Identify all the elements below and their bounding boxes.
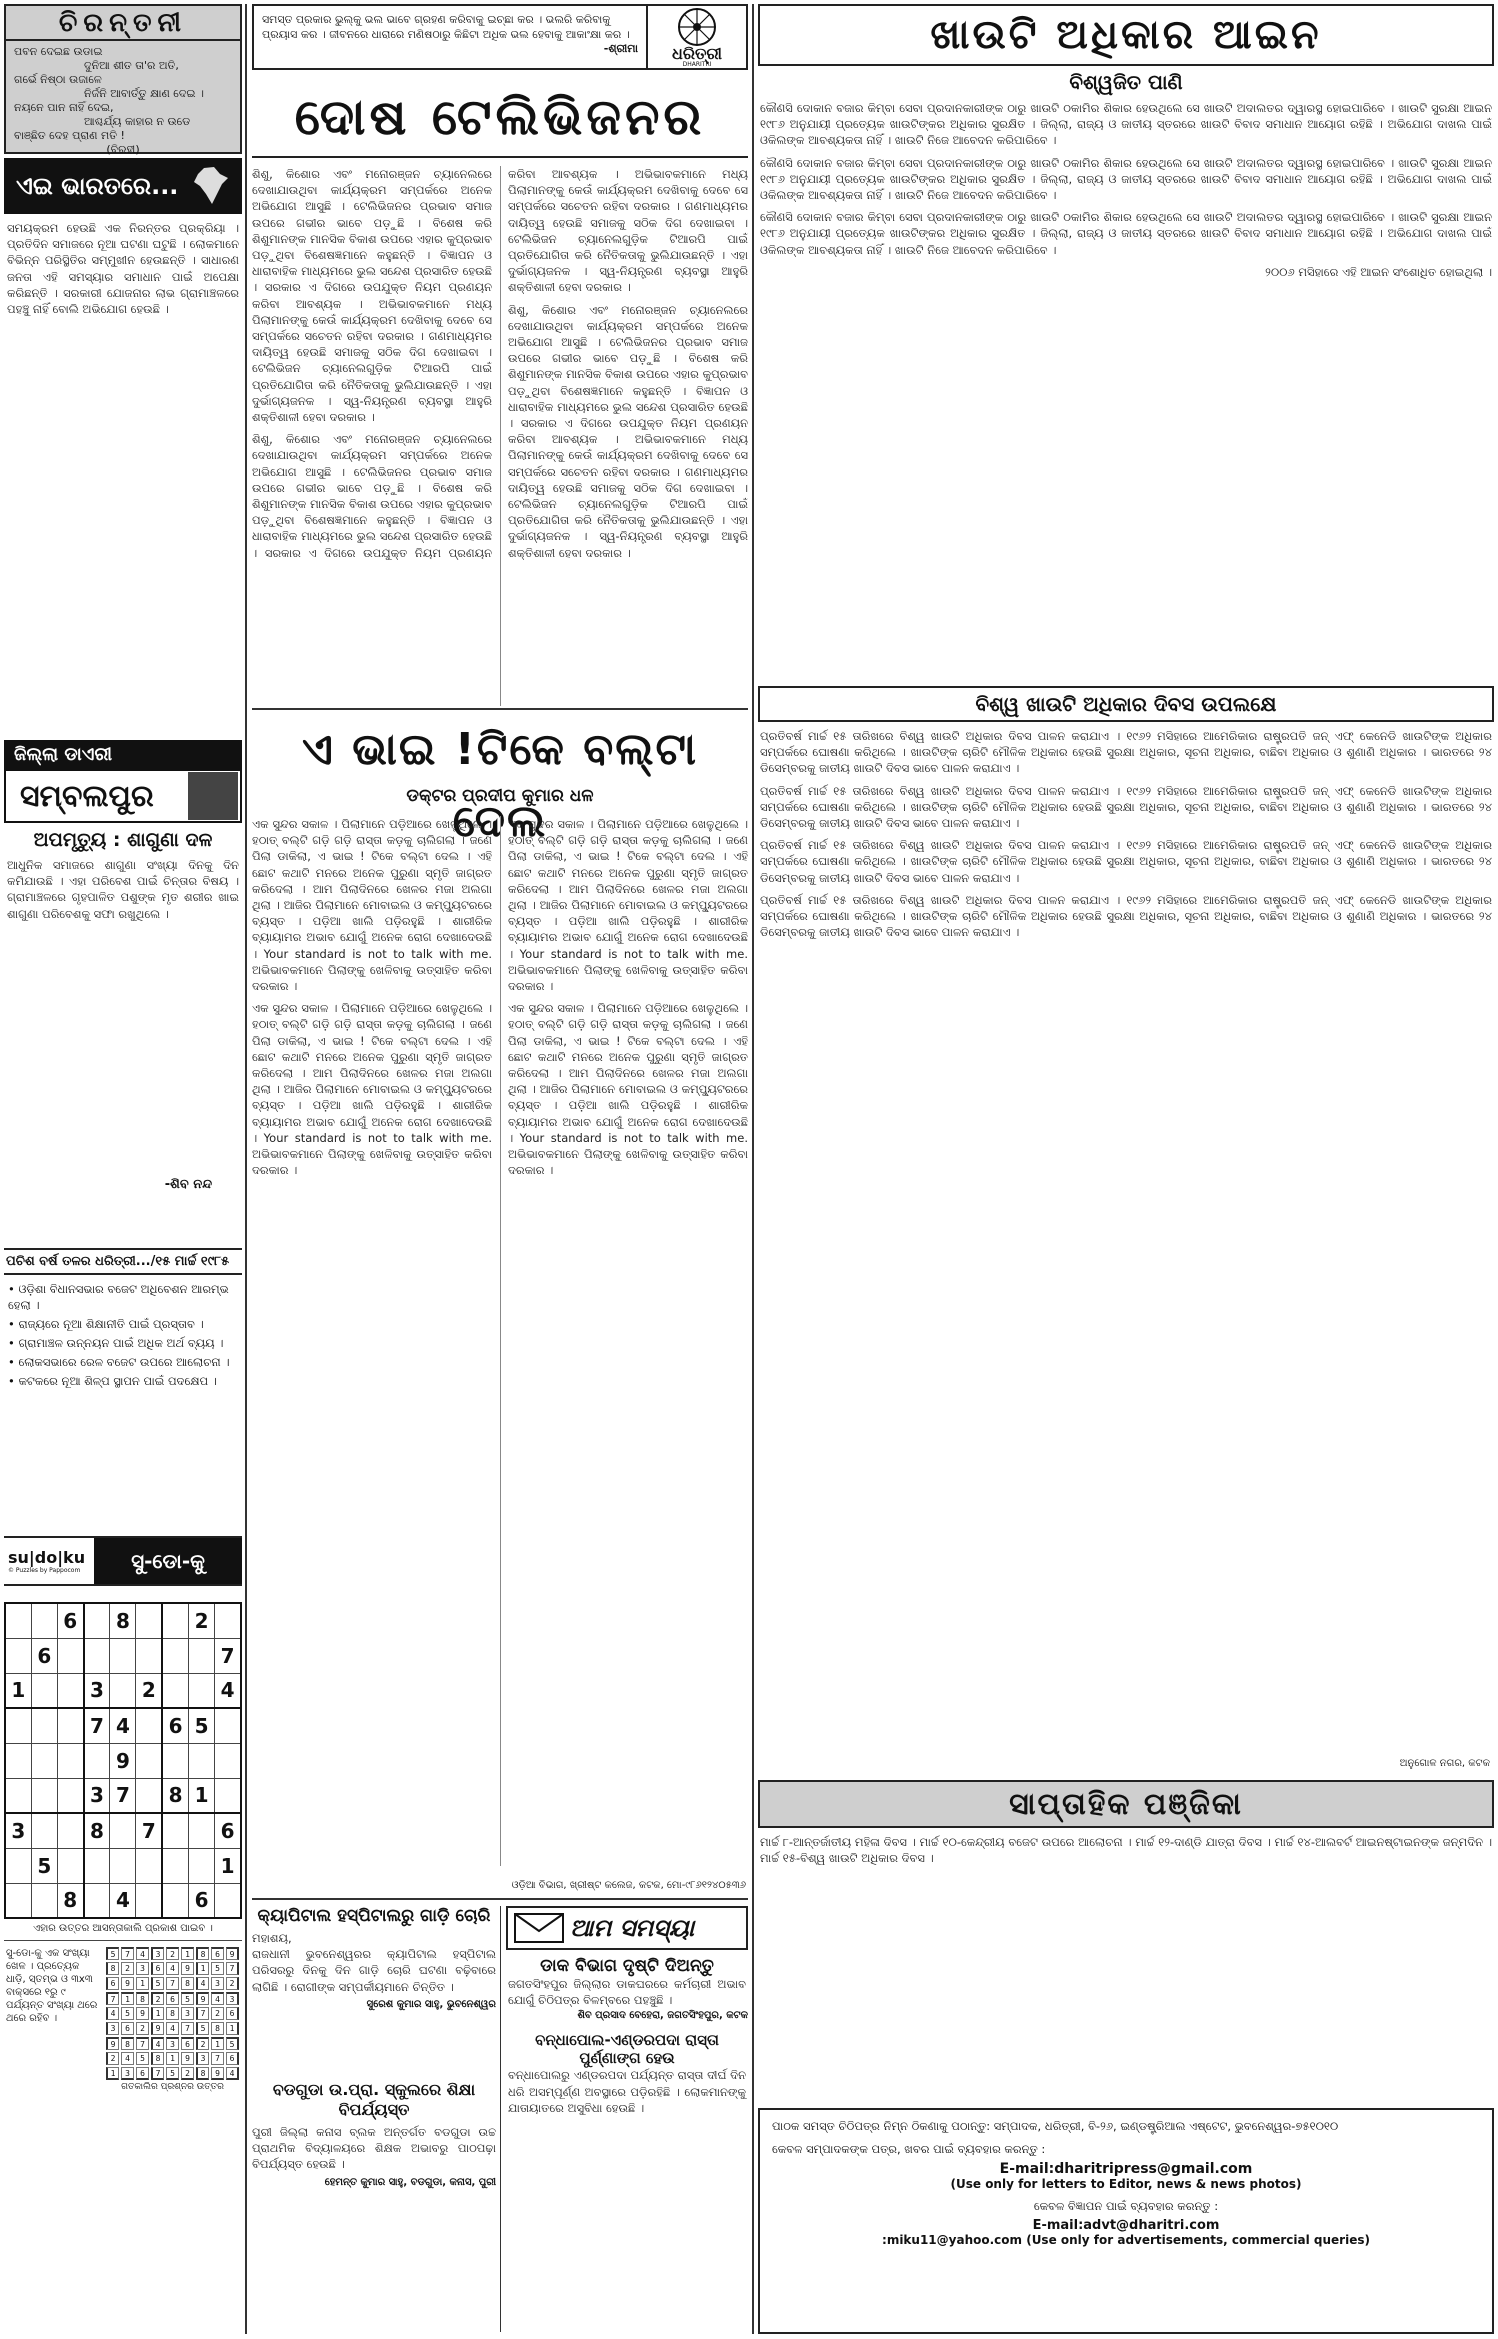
sudoku-cell[interactable] (162, 1743, 188, 1778)
vishwa-body (760, 728, 1492, 1748)
sudoku-cell[interactable] (84, 1848, 110, 1883)
sudoku-cell[interactable]: 1 (5, 1673, 31, 1708)
sudoku-cell[interactable] (57, 1848, 83, 1883)
sudoku-cell[interactable] (189, 1673, 215, 1708)
sudoku-cell[interactable] (162, 1673, 188, 1708)
ei-bharatare-title: ଏଇ ଭାରତରେ... (16, 172, 179, 200)
chirantani-title: ଚିରନ୍ତନୀ (6, 6, 240, 41)
solution-cell: 5 (181, 1992, 194, 2005)
sudoku-cell[interactable] (5, 1708, 31, 1743)
solution-cell: 1 (106, 2067, 119, 2080)
solution-cell: 3 (136, 1962, 149, 1975)
ei-bharatare-header (4, 158, 242, 214)
sudoku-cell[interactable] (57, 1638, 83, 1673)
ama-samasya-header (506, 1906, 748, 1950)
sudoku-caption: ଏହାର ଉତ୍ତର ଆସନ୍ତାକାଲି ପ୍ରକାଶ ପାଇବ । (33, 1923, 213, 1934)
khauti-date-line: ୨୦୦୬ ମସିହାରେ ଏହି ଆଇନ ସଂଶୋଧିତ ହୋଇଥିଲା । (1265, 264, 1492, 279)
sudoku-cell[interactable] (136, 1708, 162, 1743)
solution-cell: 3 (211, 1977, 224, 1990)
solution-cell: 5 (196, 2022, 209, 2035)
sudoku-cell[interactable] (162, 1813, 188, 1848)
zilla-diary-text: ଆଧୁନିକ ସମାଜରେ ଶାଗୁଣା ସଂଖ୍ୟା ଦିନକୁ ଦିନ କମିଯାଉଛି । ଏହା ପରିବେଶ ପାଇଁ ଚିନ୍ତାର ବିଷୟ । ଗ୍ରାମାଞ୍ଚଳରେ ଗୃହପାଳିତ ପଶୁଙ୍କ ମୃତ ଶରୀର ଖାଇ ଶାଗୁଣା ପରିବେଶକୁ ସଫା ରଖୁଥିଲେ । (7, 858, 239, 921)
solution-cell: 5 (106, 1947, 119, 1960)
editorial-body (252, 166, 748, 706)
solution-cell: 5 (226, 2037, 239, 2050)
sudoku-cell[interactable]: 7 (215, 1638, 241, 1673)
article-text-more: ଏକ ସୁନ୍ଦର ସକାଳ । ପିଲାମାନେ ପଡ଼ିଆରେ ଖେଳୁଥିଲେ । ହଠାତ୍ ବଲ୍‌ଟି ଗଡ଼ି ଗଡ଼ି ରାସ୍ତା କଡ଼କୁ ଚାଲିଗଲା । ଜଣେ ପିଲା ଡାକିଲା, ଏ ଭାଇ ! ଟିକେ ବଲ୍‌ଟା ଦେଲ । ଏହି ଛୋଟ କଥାଟି ମନରେ ଅନେକ ପୁରୁଣା ସ୍ମୃତି ଜାଗ୍ରତ କରିଦେଲା । ଆମ ପିଲାଦିନରେ ଖେଳର ମଜା ଅଲଗା ଥିଲା । ଆଜିର ପିଲାମାନେ ମୋବାଇଲ ଓ କମ୍ପ୍ୟୁଟରରେ ବ୍ୟସ୍ତ । ପଡ଼ିଆ ଖାଲି ପଡ଼ିରହୁଛି । ଶାରୀରିକ ବ୍ୟାୟାମର ଅଭାବ ଯୋଗୁଁ ଅନେକ ରୋଗ ଦେଖାଦେଉଛି । Your standard is not to talk with me. ଅଭିଭାବକମାନେ ପିଲାଙ୍କୁ ଖେଳିବାକୁ ଉତ୍ସାହିତ କରିବା ଦରକାର । (508, 817, 748, 994)
sudoku-cell[interactable] (136, 1743, 162, 1778)
sudoku-cell[interactable]: 9 (110, 1743, 136, 1778)
chirantani-poem (6, 41, 240, 175)
solution-cell: 6 (151, 1962, 164, 1975)
solution-cell: 4 (166, 1962, 179, 1975)
badaguda-headline: ବଡଗୁଡା ଉ.ପ୍ରା. ସ୍କୁଲରେ ଶିକ୍ଷା ବିପର୍ଯ୍ୟସ୍ତ (272, 2080, 476, 2119)
sudoku-cell[interactable]: 3 (5, 1813, 31, 1848)
solution-cell: 1 (151, 2007, 164, 2020)
solution-cell: 5 (121, 2007, 134, 2020)
zilla-diary-district-bar (4, 769, 242, 823)
khauti-text-cont: କୌଣସି ଦୋକାନ ବଜାର କିମ୍ବା ସେବା ପ୍ରଦାନକାରୀଙ୍କ ଠାରୁ ଖାଉଟି ଠକାମିର ଶିକାର ହେଉଥିଲେ ସେ ଖାଉଟି ଅଦାଲତର ଦ୍ୱାରସ୍ଥ ହୋଇପାରିବେ । ଖାଉଟି ସୁରକ୍ଷା ଆଇନ ୧୯୮୬ ଅନୁଯାୟୀ ପ୍ରତ୍ୟେକ ଖାଉଟିଙ୍କର ଅଧିକାର ସୁରକ୍ଷିତ । ଜିଲ୍ଲା, ରାଜ୍ୟ ଓ ଜାତୀୟ ସ୍ତରରେ ଖାଉଟି ବିବାଦ ସମାଧାନ ଆୟୋଗ ରହିଛି । ଅଭିଯୋଗ ଦାଖଲ ପାଇଁ ଓକିଲଙ୍କ ଆବଶ୍ୟକତା ନାହିଁ । ଖାଉଟି ନିଜେ ଆବେଦନ କରିପାରିବେ । (760, 155, 1492, 203)
solution-cell: 7 (121, 1947, 134, 1960)
solution-cell: 1 (136, 1977, 149, 1990)
sudoku-cell[interactable]: 8 (57, 1883, 83, 1918)
sudoku-cell[interactable] (162, 1603, 188, 1638)
poem-source: (ବିରହୀ) (106, 143, 140, 156)
solution-cell: 7 (136, 2037, 149, 2050)
solution-cell: 4 (166, 2022, 179, 2035)
sudoku-cell[interactable]: 4 (215, 1673, 241, 1708)
poem-line: ଆଶ୍ଚର୍ଯ୍ୟ କାହାର ନ ଉଡେ (84, 115, 191, 128)
sudoku-cell[interactable] (136, 1638, 162, 1673)
pachisha-item: • ରାଜ୍ୟରେ ନୂଆ ଶିକ୍ଷାନୀତି ପାଇଁ ପ୍ରସ୍ତାବ । (8, 1317, 204, 1331)
solution-cell: 2 (166, 1947, 179, 1960)
sudoku-cell[interactable] (31, 1673, 57, 1708)
sudoku-cell[interactable]: 2 (189, 1603, 215, 1638)
article-text: ଏକ ସୁନ୍ଦର ସକାଳ । ପିଲାମାନେ ପଡ଼ିଆରେ ଖେଳୁଥିଲେ । ହଠାତ୍ ବଲ୍‌ଟି ଗଡ଼ି ଗଡ଼ି ରାସ୍ତା କଡ଼କୁ ଚାଲିଗଲା । ଜଣେ ପିଲା ଡାକିଲା, ଏ ଭାଇ ! ଟିକେ ବଲ୍‌ଟା ଦେଲ । ଏହି ଛୋଟ କଥାଟି ମନରେ ଅନେକ ପୁରୁଣା ସ୍ମୃତି ଜାଗ୍ରତ କରିଦେଲା । ଆମ ପିଲାଦିନରେ ଖେଳର ମଜା ଅଲଗା ଥିଲା । ଆଜିର ପିଲାମାନେ ମୋବାଇଲ ଓ କମ୍ପ୍ୟୁଟରରେ ବ୍ୟସ୍ତ । ପଡ଼ିଆ ଖାଲି ପଡ଼ିରହୁଛି । ଶାରୀରିକ ବ୍ୟାୟାମର ଅଭାବ ଯୋଗୁଁ ଅନେକ ରୋଗ ଦେଖାଦେଉଛି । Your standard is not to talk with me. ଅଭିଭାବକମାନେ ପିଲାଙ୍କୁ ଖେଳିବାକୁ ଉତ୍ସାହିତ କରିବା ଦରକାର । (252, 817, 492, 994)
article-body (252, 816, 748, 1866)
solution-cell: 2 (151, 1992, 164, 2005)
pachisha-list (4, 1275, 242, 1398)
solution-cell: 4 (226, 2067, 239, 2080)
pachisha-section (4, 1248, 242, 1528)
sudoku-cell[interactable]: 3 (84, 1778, 110, 1813)
sudoku-grid[interactable] (4, 1602, 242, 1919)
editorial-text: ଶିଶୁ, କିଶୋର ଏବଂ ମନୋରଞ୍ଜନ ଚ୍ୟାନେଲରେ ଦେଖାଯାଉଥିବା କାର୍ଯ୍ୟକ୍ରମ ସମ୍ପର୍କରେ ଅନେକ ଅଭିଯୋଗ ଆସୁଛି । ଟେଲିଭିଜନର ପ୍ରଭାବ ସମାଜ ଉପରେ ଗଭୀର ଭାବେ ପଡ଼ୁଛି । ବିଶେଷ କରି ଶିଶୁମାନଙ୍କ ମାନସିକ ବିକାଶ ଉପରେ ଏହାର କୁପ୍ରଭାବ ପଡ଼ୁଥିବା ବିଶେଷଜ୍ଞମାନେ କହୁଛନ୍ତି । ବିଜ୍ଞାପନ ଓ ଧାରାବାହିକ ମାଧ୍ୟମରେ ଭୁଲ ସନ୍ଦେଶ ପ୍ରସାରିତ ହେଉଛି । ସରକାର ଏ ଦିଗରେ ଉପଯୁକ୍ତ ନିୟମ ପ୍ରଣୟନ କରିବା ଆବଶ୍ୟକ । ଅଭିଭାବକମାନେ ମଧ୍ୟ ପିଲାମାନଙ୍କୁ କେଉଁ କାର୍ଯ୍ୟକ୍ରମ ଦେଖିବାକୁ ଦେବେ ସେ ସମ୍ପର୍କରେ ସଚେତନ ରହିବା ଦରକାର । ଗଣମାଧ୍ୟମର ଦାୟିତ୍ୱ ହେଉଛି ସମାଜକୁ ସଠିକ ଦିଗ ଦେଖାଇବା । ଟେଲିଭିଜନ ଚ୍ୟାନେଲଗୁଡ଼ିକ ଟିଆରପି ପାଇଁ ପ୍ରତିଯୋଗିତା କରି ନୈତିକତାକୁ ଭୁଲିଯାଉଛନ୍ତି । ଏହା ଦୁର୍ଭାଗ୍ୟଜନକ । ସ୍ୱ-ନିୟନ୍ତ୍ରଣ ବ୍ୟବସ୍ଥା ଆହୁରି ଶକ୍ତିଶାଳୀ ହେବା ଦରକାର । (252, 167, 492, 425)
solution-cell: 9 (151, 2022, 164, 2035)
sudoku-cell[interactable] (215, 1883, 241, 1918)
solution-cell: 5 (151, 1977, 164, 1990)
sudoku-cell[interactable] (215, 1603, 241, 1638)
solution-cell: 5 (211, 1962, 224, 1975)
india-map-icon (188, 164, 232, 208)
solution-cell: 1 (226, 2022, 239, 2035)
solution-cell: 8 (211, 2022, 224, 2035)
sudoku-cell[interactable]: 4 (110, 1883, 136, 1918)
vishwa-text-more: ପ୍ରତିବର୍ଷ ମାର୍ଚ୍ଚ ୧୫ ତାରିଖରେ ବିଶ୍ୱ ଖାଉଟି ଅଧିକାର ଦିବସ ପାଳନ କରାଯାଏ । ୧୯୬୨ ମସିହାରେ ଆମେରିକାର ରାଷ୍ଟ୍ରପତି ଜନ୍ ଏଫ୍ କେନେଡି ଖାଉଟିଙ୍କ ଅଧିକାର ସମ୍ପର୍କରେ ଘୋଷଣା କରିଥିଲେ । ଖାଉଟିଙ୍କ ଚାରିଟି ମୌଳିକ ଅଧିକାର ହେଉଛି ସୁରକ୍ଷା ଅଧିକାର, ସୂଚନା ଅଧିକାର, ବାଛିବା ଅଧିକାର ଓ ଶୁଣାଣି ଅଧିକାର । ଭାରତରେ ୨୪ ଡିସେମ୍ବରକୁ ଜାତୀୟ ଖାଉଟି ଦିବସ ଭାବେ ପାଳନ କରାଯାଏ । (760, 838, 1492, 885)
solution-cell: 6 (136, 2067, 149, 2080)
contact-note2: କେବଳ ବିଜ୍ଞାପନ ପାଇଁ ବ୍ୟବହାର କରନ୍ତୁ : (1033, 2199, 1219, 2213)
solution-cell: 1 (196, 1962, 209, 1975)
article-text-cont: ଏକ ସୁନ୍ଦର ସକାଳ । ପିଲାମାନେ ପଡ଼ିଆରେ ଖେଳୁଥିଲେ । ହଠାତ୍ ବଲ୍‌ଟି ଗଡ଼ି ଗଡ଼ି ରାସ୍ତା କଡ଼କୁ ଚାଲିଗଲା । ଜଣେ ପିଲା ଡାକିଲା, ଏ ଭାଇ ! ଟିକେ ବଲ୍‌ଟା ଦେଲ । ଏହି ଛୋଟ କଥାଟି ମନରେ ଅନେକ ପୁରୁଣା ସ୍ମୃତି ଜାଗ୍ରତ କରିଦେଲା । ଆମ ପିଲାଦିନରେ ଖେଳର ମଜା ଅଲଗା ଥିଲା । ଆଜିର ପିଲାମାନେ ମୋବାଇଲ ଓ କମ୍ପ୍ୟୁଟରରେ ବ୍ୟସ୍ତ । ପଡ଼ିଆ ଖାଲି ପଡ଼ିରହୁଛି । ଶାରୀରିକ ବ୍ୟାୟାମର ଅଭାବ ଯୋଗୁଁ ଅନେକ ରୋଗ ଦେଖାଦେଉଛି । Your standard is not to talk with me. ଅଭିଭାବକମାନେ ପିଲାଙ୍କୁ ଖେଳିବାକୁ ଉତ୍ସାହିତ କରିବା ଦରକାର । (252, 1001, 492, 1178)
ei-bharatare-body (4, 214, 242, 734)
sudoku-header (4, 1536, 242, 1586)
dak-sign: ଶିବ ପ୍ରସାଦ ବେହେରା, ଜଗତସିଂହପୁର, କଟକ (577, 2010, 748, 2022)
khauti-title: ଖାଉଟି ଅଧିକାର ଆଇନ (930, 12, 1322, 58)
editorial-text-more: ଶିଶୁ, କିଶୋର ଏବଂ ମନୋରଞ୍ଜନ ଚ୍ୟାନେଲରେ ଦେଖାଯାଉଥିବା କାର୍ଯ୍ୟକ୍ରମ ସମ୍ପର୍କରେ ଅନେକ ଅଭିଯୋଗ ଆସୁଛି । ଟେଲିଭିଜନର ପ୍ରଭାବ ସମାଜ ଉପରେ ଗଭୀର ଭାବେ ପଡ଼ୁଛି । ବିଶେଷ କରି ଶିଶୁମାନଙ୍କ ମାନସିକ ବିକାଶ ଉପରେ ଏହାର କୁପ୍ରଭାବ ପଡ଼ୁଥିବା ବିଶେଷଜ୍ଞମାନେ କହୁଛନ୍ତି । ବିଜ୍ଞାପନ ଓ ଧାରାବାହିକ ମାଧ୍ୟମରେ ଭୁଲ ସନ୍ଦେଶ ପ୍ରସାରିତ ହେଉଛି । ସରକାର ଏ ଦିଗରେ ଉପଯୁକ୍ତ ନିୟମ ପ୍ରଣୟନ କରିବା ଆବଶ୍ୟକ । ଅଭିଭାବକମାନେ ମଧ୍ୟ ପିଲାମାନଙ୍କୁ କେଉଁ କାର୍ଯ୍ୟକ୍ରମ ଦେଖିବାକୁ ଦେବେ ସେ ସମ୍ପର୍କରେ ସଚେତନ ରହିବା ଦରକାର । ଗଣମାଧ୍ୟମର ଦାୟିତ୍ୱ ହେଉଛି ସମାଜକୁ ସଠିକ ଦିଗ ଦେଖାଇବା । ଟେଲିଭିଜନ ଚ୍ୟାନେଲଗୁଡ଼ିକ ଟିଆରପି ପାଇଁ ପ୍ରତିଯୋଗିତା କରି ନୈତିକତାକୁ ଭୁଲିଯାଉଛନ୍ତି । ଏହା ଦୁର୍ଭାଗ୍ୟଜନକ । ସ୍ୱ-ନିୟନ୍ତ୍ରଣ ବ୍ୟବସ୍ଥା ଆହୁରି ଶକ୍ତିଶାଳୀ ହେବା ଦରକାର । (508, 302, 748, 560)
logo-sub: DHARITRI (682, 60, 712, 68)
sudoku-cell[interactable] (31, 1813, 57, 1848)
article-top-rule (252, 708, 748, 710)
road-text: ବନ୍ଧାପୋଲରୁ ଏଣ୍ଡରପଦା ପର୍ଯ୍ୟନ୍ତ ରାସ୍ତା ଦୀର୍ଘ ଦିନ ଧରି ଅସମ୍ପୂର୍ଣ୍ଣ ଅବସ୍ଥାରେ ପଡ଼ିରହିଛି । ଲୋକମାନଙ୍କୁ ଯାତାୟାତରେ ଅସୁବିଧା ହେଉଛି । (508, 2068, 746, 2115)
solution-cell: 2 (181, 2067, 194, 2080)
sudoku-cell[interactable]: 5 (31, 1848, 57, 1883)
sudoku-cell[interactable] (57, 1708, 83, 1743)
solution-cell: 5 (136, 2052, 149, 2065)
solution-cell: 8 (121, 2037, 134, 2050)
sudoku-cell[interactable] (189, 1848, 215, 1883)
sudoku-cell[interactable] (110, 1638, 136, 1673)
sudoku-cell[interactable] (57, 1778, 83, 1813)
solution-cell: 2 (106, 2052, 119, 2065)
vishwa-address: ଅନୁଗୋଳ ନଗର, କଟକ (1399, 1758, 1490, 1769)
capital-letter (252, 1906, 496, 2076)
envelope-icon (514, 1913, 564, 1943)
column-rule-right (752, 4, 754, 2334)
sudoku-instructions: ସୁ-ଡୋ-କୁ ଏକ ସଂଖ୍ୟା ଖେଳ । ପ୍ରତ୍ୟେକ ଧାଡ଼ି, ସ୍ତମ୍ଭ ଓ ୩x୩ ବାକ୍ସରେ ୧ରୁ ୯ ପର୍ଯ୍ୟନ୍ତ ସଂଖ୍ୟା ଥରେ ଥରେ ରହିବ । (6, 1948, 98, 2024)
contact-box (758, 2108, 1494, 2334)
road-headline: ବନ୍ଧାପୋଲ-ଏଣ୍ଡରପଦା ରାସ୍ତା ପୁର୍ଣ୍ଣାଙ୍ଗ ହେଉ (535, 2031, 719, 2068)
ei-bharatare-section (4, 158, 242, 748)
sudoku-cell[interactable] (110, 1673, 136, 1708)
solution-cell: 6 (226, 2052, 239, 2065)
solution-cell: 2 (226, 1977, 239, 1990)
sudoku-brand-sub: © Puzzles by Pappocom (8, 1567, 81, 1574)
solution-cell: 8 (181, 1977, 194, 1990)
sudoku-cell[interactable] (189, 1813, 215, 1848)
capital-sign: ସୁରେଶ କୁମାର ସାହୁ, ଭୁବନେଶ୍ୱର (366, 1998, 496, 2010)
zilla-diary-label: ଜିଲ୍ଲା ଡାଏରୀ (14, 744, 113, 765)
editorial-headline: ଦୋଷ ଟେଲିଭିଜନର (252, 76, 748, 158)
solution-cell: 2 (211, 2007, 224, 2020)
badaguda-text: ପୁରୀ ଜିଲ୍ଲା କନାସ ବ୍ଲକ ଅନ୍ତର୍ଗତ ବଡଗୁଡା ଉଚ୍ଚ ପ୍ରାଥମିକ ବିଦ୍ୟାଳୟରେ ଶିକ୍ଷକ ଅଭାବରୁ ପାଠପଢ଼ା ବିପର୍ଯ୍ୟସ୍ତ ହେଉଛି । (252, 2125, 496, 2172)
solution-cell: 8 (196, 1947, 209, 1960)
dak-text: ଜଗତସିଂହପୁର ଜିଲ୍ଲାର ଡାକଘରରେ କର୍ମଚାରୀ ଅଭାବ ଯୋଗୁଁ ଚିଠିପତ୍ର ବିଳମ୍ବରେ ପହଞ୍ଚୁଛି । (508, 1977, 746, 2008)
quote-text: ସମସ୍ତ ପ୍ରକାର ଭୁଲ୍‌କୁ ଭଲ ଭାବେ ଗ୍ରହଣ କରିବାକୁ ଇଚ୍ଛା କର । ଭଲରି କରିବାକୁ ପ୍ରୟାସ କର । ଜୀବନରେ ଧାରାରେ ମଣିଷଠାରୁ କିଛିଟା ଅଧିକ ଭଲ ହେବାକୁ ଆକାଂକ୍ଷା କର । (262, 13, 630, 41)
ama-samasya-section (506, 1906, 748, 2332)
dak-headline: ଡାକ ବିଭାଗ ଦୃଷ୍ଟି ଦିଅନ୍ତୁ (540, 1956, 714, 1976)
vishwa-text-end: ପ୍ରତିବର୍ଷ ମାର୍ଚ୍ଚ ୧୫ ତାରିଖରେ ବିଶ୍ୱ ଖାଉଟି ଅଧିକାର ଦିବସ ପାଳନ କରାଯାଏ । ୧୯୬୨ ମସିହାରେ ଆମେରିକାର ରାଷ୍ଟ୍ରପତି ଜନ୍ ଏଫ୍ କେନେଡି ଖାଉଟିଙ୍କ ଅଧିକାର ସମ୍ପର୍କରେ ଘୋଷଣା କରିଥିଲେ । ଖାଉଟିଙ୍କ ଚାରିଟି ମୌଳିକ ଅଧିକାର ହେଉଛି ସୁରକ୍ଷା ଅଧିକାର, ସୂଚନା ଅଧିକାର, ବାଛିବା ଅଧିକାର ଓ ଶୁଣାଣି ଅଧିକାର । ଭାରତରେ ୨୪ ଡିସେମ୍ବରକୁ ଜାତୀୟ ଖାଉଟି ଦିବସ ଭାବେ ପାଳନ କରାଯାଏ । (760, 892, 1492, 940)
chakra-logo-icon (677, 7, 717, 47)
solution-cell: 9 (196, 1992, 209, 2005)
khauti-body (760, 100, 1492, 640)
sudoku-cell[interactable]: 8 (84, 1813, 110, 1848)
solution-cell: 4 (196, 1977, 209, 1990)
pachisha-title: ପଚିଶ ବର୍ଷ ତଳର ଧରିତ୍ରୀ.../୧୫ ମାର୍ଚ୍ଚ ୧୯୮୫ (4, 1250, 242, 1275)
solution-cell: 8 (136, 1992, 149, 2005)
sudoku-cell[interactable] (57, 1743, 83, 1778)
capital-salutation: ମହାଶୟ, (252, 1931, 292, 1945)
khauti-author: ବିଶ୍ୱଜିତ ପାଣି (1069, 70, 1183, 94)
sudoku-cell[interactable] (84, 1603, 110, 1638)
saptahika-body (760, 1834, 1492, 2094)
solution-cell: 4 (106, 2007, 119, 2020)
sudoku-cell[interactable] (215, 1708, 241, 1743)
logo-text: ଧରିତ୍ରୀ (672, 43, 722, 63)
pachisha-item: • ଗ୍ରାମାଞ୍ଚଳ ଉନ୍ନୟନ ପାଇଁ ଅଧିକ ଅର୍ଥ ବ୍ୟୟ । (8, 1336, 224, 1350)
sudoku-cell[interactable] (57, 1673, 83, 1708)
solution-cell: 1 (166, 2052, 179, 2065)
solution-cell: 3 (196, 2052, 209, 2065)
poem-line: ଗର୍ଭେ ନିଷ୍ଠା ଉଜାଳେ (14, 73, 102, 86)
saptahika-title: ସାପ୍ତାହିକ ପଞ୍ଜିକା (1009, 1786, 1243, 1822)
sudoku-cell[interactable] (110, 1848, 136, 1883)
poem-line: ନିର୍ଜନି ଆବାର୍ତ୍ତୁ କ୍ଷାଣ ଦେଇ । (84, 87, 204, 100)
sudoku-cell[interactable]: 3 (84, 1673, 110, 1708)
pachisha-item: • ଓଡ଼ିଶା ବିଧାନସଭାର ବଜେଟ ଅଧିବେଶନ ଆରମ୍ଭ ହେଲା । (8, 1282, 229, 1312)
solution-cell: 3 (226, 1992, 239, 2005)
solution-cell: 7 (226, 1962, 239, 1975)
dharitri-logo (646, 6, 746, 68)
sudoku-cell[interactable] (5, 1883, 31, 1918)
sudoku-cell[interactable] (84, 1638, 110, 1673)
contact-email-editor-note: (Use only for letters to Editor, news & news photos) (950, 2177, 1302, 2191)
solution-cell: 4 (151, 2037, 164, 2050)
khauti-text-more: କୌଣସି ଦୋକାନ ବଜାର କିମ୍ବା ସେବା ପ୍ରଦାନକାରୀଙ୍କ ଠାରୁ ଖାଉଟି ଠକାମିର ଶିକାର ହେଉଥିଲେ ସେ ଖାଉଟି ଅଦାଲତର ଦ୍ୱାରସ୍ଥ ହୋଇପାରିବେ । ଖାଉଟି ସୁରକ୍ଷା ଆଇନ ୧୯୮୬ ଅନୁଯାୟୀ ପ୍ରତ୍ୟେକ ଖାଉଟିଙ୍କର ଅଧିକାର ସୁରକ୍ଷିତ । ଜିଲ୍ଲା, ରାଜ୍ୟ ଓ ଜାତୀୟ ସ୍ତରରେ ଖାଉଟି ବିବାଦ ସମାଧାନ ଆୟୋଗ ରହିଛି । ଅଭିଯୋଗ ଦାଖଲ ପାଇଁ ଓକିଲଙ୍କ ଆବଶ୍ୟକତା ନାହିଁ । ଖାଉଟି ନିଜେ ଆବେଦନ କରିପାରିବେ । (760, 210, 1492, 257)
sudoku-cell[interactable] (162, 1883, 188, 1918)
solution-cell: 8 (166, 2007, 179, 2020)
letters-mid-rule (500, 1906, 501, 2332)
capital-text: ରାଜଧାନୀ ଭୁବନେଶ୍ୱରର କ୍ୟାପିଟାଲ ହସ୍ପିଟାଲ ପରିସରରୁ ଦିନକୁ ଦିନ ଗାଡ଼ି ଚୋରି ଘଟଣା ବଢ଼ିବାରେ ଲାଗିଛି । ରୋଗୀଙ୍କ ସମ୍ପର୍କୀୟମାନେ ଚିନ୍ତିତ । (252, 1947, 496, 1994)
sudoku-cell[interactable]: 7 (84, 1708, 110, 1743)
editorial-text-cont: ଶିଶୁ, କିଶୋର ଏବଂ ମନୋରଞ୍ଜନ ଚ୍ୟାନେଲରେ ଦେଖାଯାଉଥିବା କାର୍ଯ୍ୟକ୍ରମ ସମ୍ପର୍କରେ ଅନେକ ଅଭିଯୋଗ ଆସୁଛି । ଟେଲିଭିଜନର ପ୍ରଭାବ ସମାଜ ଉପରେ ଗଭୀର ଭାବେ ପଡ଼ୁଛି । ବିଶେଷ କରି ଶିଶୁମାନଙ୍କ ମାନସିକ ବିକାଶ ଉପରେ ଏହାର କୁପ୍ରଭାବ ପଡ଼ୁଥିବା ବିଶେଷଜ୍ଞମାନେ କହୁଛନ୍ତି । ବିଜ୍ଞାପନ ଓ ଧାରାବାହିକ ମାଧ୍ୟମରେ ଭୁଲ ସନ୍ଦେଶ ପ୍ରସାରିତ ହେଉଛି । ସରକାର ଏ ଦିଗରେ ଉପଯୁକ୍ତ ନିୟମ ପ୍ରଣୟନ କରିବା ଆବଶ୍ୟକ । ଅଭିଭାବକମାନେ ମଧ୍ୟ ପିଲାମାନଙ୍କୁ କେଉଁ କାର୍ଯ୍ୟକ୍ରମ ଦେଖିବାକୁ ଦେବେ ସେ ସମ୍ପର୍କରେ ସଚେତନ ରହିବା ଦରକାର । ଗଣମାଧ୍ୟମର ଦାୟିତ୍ୱ ହେଉଛି ସମାଜକୁ ସଠିକ ଦିଗ ଦେଖାଇବା । ଟେଲିଭିଜନ ଚ୍ୟାନେଲଗୁଡ଼ିକ ଟିଆରପି ପାଇଁ ପ୍ରତିଯୋଗିତା କରି ନୈତିକତାକୁ ଭୁଲିଯାଉଛନ୍ତି । ଏହା ଦୁର୍ଭାଗ୍ୟଜନକ । ସ୍ୱ-ନିୟନ୍ତ୍ରଣ ବ୍ୟବସ୍ଥା ଆହୁରି ଶକ୍ତିଶାଳୀ ହେବା ଦରକାର । (252, 167, 748, 560)
vishwa-text: ପ୍ରତିବର୍ଷ ମାର୍ଚ୍ଚ ୧୫ ତାରିଖରେ ବିଶ୍ୱ ଖାଉଟି ଅଧିକାର ଦିବସ ପାଳନ କରାଯାଏ । ୧୯୬୨ ମସିହାରେ ଆମେରିକାର ରାଷ୍ଟ୍ରପତି ଜନ୍ ଏଫ୍ କେନେଡି ଖାଉଟିଙ୍କ ଅଧିକାର ସମ୍ପର୍କରେ ଘୋଷଣା କରିଥିଲେ । ଖାଉଟିଙ୍କ ଚାରିଟି ମୌଳିକ ଅଧିକାର ହେଉଛି ସୁରକ୍ଷା ଅଧିକାର, ସୂଚନା ଅଧିକାର, ବାଛିବା ଅଧିକାର ଓ ଶୁଣାଣି ଅଧିକାର । ଭାରତରେ ୨୪ ଡିସେମ୍ବରକୁ ଜାତୀୟ ଖାଉଟି ଦିବସ ଭାବେ ପାଳନ କରାଯାଏ । (760, 729, 1492, 776)
badaguda-letter (252, 2080, 496, 2330)
article-byline: ଡକ୍ଟର ପ୍ରଦୀପ କୁମାର ଧଳ (406, 786, 594, 806)
sudoku-section (4, 1536, 242, 2336)
solution-cell: 7 (211, 2052, 224, 2065)
zilla-diary-district: ସମ୍ବଲପୁର (20, 778, 154, 814)
sudoku-cell[interactable] (189, 1638, 215, 1673)
solution-cell: 6 (181, 2037, 194, 2050)
sudoku-cell[interactable]: 2 (136, 1673, 162, 1708)
sudoku-cell[interactable] (5, 1603, 31, 1638)
column-rule-left (245, 4, 247, 2334)
sudoku-cell[interactable]: 7 (110, 1778, 136, 1813)
solution-cell: 3 (181, 2007, 194, 2020)
sudoku-title: ସୁ-ଡୋ-କୁ (94, 1538, 242, 1584)
poem-line: ଦୁନିଆ ଶୀତ ତା'ର ଅତି, (84, 59, 179, 72)
sudoku-cell[interactable]: 4 (110, 1708, 136, 1743)
solution-cell: 6 (211, 1947, 224, 1960)
sudoku-solution-grid (104, 1945, 241, 2082)
pachisha-item: • ଲୋକସଭାରେ ରେଳ ବଜେଟ ଉପରେ ଆଲୋଚନା । (8, 1355, 230, 1369)
sudoku-cell[interactable]: 6 (31, 1638, 57, 1673)
contact-intro: ପାଠକ ସମସ୍ତ ଚିଠିପତ୍ର ନିମ୍ନ ଠିକଣାକୁ ପଠାନ୍ତୁ: ସମ୍ପାଦକ, ଧରିତ୍ରୀ, ବି-୨୬, ଇଣ୍ଡଷ୍ଟ୍ରିଆଲ ଏଷ୍ଟେଟ, ଭୁବନେଶ୍ୱର-୭୫୧୦୧୦ (772, 2119, 1339, 2133)
poem-line: ବାଞ୍ଛିତ ଦେହ ପ୍ରାଣ ମତି ! (14, 129, 125, 142)
solution-cell: 3 (121, 2067, 134, 2080)
solution-cell: 9 (211, 2067, 224, 2080)
solution-cell: 9 (181, 1962, 194, 1975)
solution-cell: 8 (106, 1962, 119, 1975)
solution-cell: 6 (166, 1992, 179, 2005)
chirantani-box (4, 4, 242, 154)
sudoku-cell[interactable] (84, 1743, 110, 1778)
zilla-diary-label-bar (4, 740, 242, 769)
khauti-title-box (758, 4, 1494, 66)
sudoku-cell[interactable]: 7 (136, 1813, 162, 1848)
solution-cell: 6 (226, 2007, 239, 2020)
poem-line: ନୟନେ ପାନ ନାହିଁ ଦେଇ, (14, 101, 114, 114)
sudoku-cell[interactable]: 6 (57, 1603, 83, 1638)
solution-cell: 7 (196, 2007, 209, 2020)
sudoku-solution-caption: ଗତକାଲିର ପ୍ରଶ୍ନର ଉତ୍ତର (121, 2082, 224, 2092)
sudoku-cell[interactable] (110, 1813, 136, 1848)
sudoku-cell[interactable]: 6 (162, 1708, 188, 1743)
sudoku-cell[interactable]: 5 (189, 1708, 215, 1743)
saptahika-title-box (758, 1780, 1494, 1828)
solution-cell: 4 (211, 1992, 224, 2005)
solution-cell: 8 (196, 2067, 209, 2080)
solution-cell: 1 (121, 1992, 134, 2005)
vishwa-title: ବିଶ୍ୱ ଖାଉଟି ଅଧିକାର ଦିବସ ଉପଲକ୍ଷେ (975, 692, 1277, 716)
sudoku-cell[interactable] (136, 1848, 162, 1883)
article-address: ଓଡ଼ିଆ ବିଭାଗ, ଖ୍ରୀଷ୍ଟ କଲେଜ, କଟକ, ମୋ-୯୮୬୧୨୪୦୫୩୬ (511, 1880, 746, 1891)
solution-cell: 2 (136, 2022, 149, 2035)
saptahika-text: ମାର୍ଚ୍ଚ ୮-ଆନ୍ତର୍ଜାତୀୟ ମହିଳା ଦିବସ । ମାର୍ଚ୍ଚ ୧୦-କେନ୍ଦ୍ରୀୟ ବଜେଟ ଉପରେ ଆଲୋଚନା । ମାର୍ଚ୍ଚ ୧୨-ଦାଣ୍ଡି ଯାତ୍ରା ଦିବସ । ମାର୍ଚ୍ଚ ୧୪-ଆଲବର୍ଟ ଆଇନଷ୍ଟାଇନଙ୍କ ଜନ୍ମଦିନ । ମାର୍ଚ୍ଚ ୧୫-ବିଶ୍ୱ ଖାଉଟି ଅଧିକାର ଦିବସ । (760, 1835, 1492, 1866)
sudoku-cell[interactable] (215, 1778, 241, 1813)
solution-cell: 1 (211, 2037, 224, 2050)
solution-cell: 5 (166, 2067, 179, 2080)
sudoku-cell[interactable] (215, 1743, 241, 1778)
sudoku-cell[interactable]: 6 (215, 1813, 241, 1848)
solution-cell: 8 (151, 2052, 164, 2065)
vishwa-text-cont: ପ୍ରତିବର୍ଷ ମାର୍ଚ୍ଚ ୧୫ ତାରିଖରେ ବିଶ୍ୱ ଖାଉଟି ଅଧିକାର ଦିବସ ପାଳନ କରାଯାଏ । ୧୯୬୨ ମସିହାରେ ଆମେରିକାର ରାଷ୍ଟ୍ରପତି ଜନ୍ ଏଫ୍ କେନେଡି ଖାଉଟିଙ୍କ ଅଧିକାର ସମ୍ପର୍କରେ ଘୋଷଣା କରିଥିଲେ । ଖାଉଟିଙ୍କ ଚାରିଟି ମୌଳିକ ଅଧିକାର ହେଉଛି ସୁରକ୍ଷା ଅଧିକାର, ସୂଚନା ଅଧିକାର, ବାଛିବା ଅଧିକାର ଓ ଶୁଣାଣି ଅଧିକାର । ଭାରତରେ ୨୪ ଡିସେମ୍ବରକୁ ଜାତୀୟ ଖାଉଟି ଦିବସ ଭାବେ ପାଳନ କରାଯାଏ । (760, 783, 1492, 831)
zilla-diary-section (4, 740, 242, 1240)
contact-email-editor[interactable]: E-mail:dharitripress@gmail.com (999, 2161, 1253, 2177)
solution-cell: 4 (121, 2052, 134, 2065)
sudoku-cell[interactable] (5, 1778, 31, 1813)
solution-cell: 9 (106, 2037, 119, 2050)
contact-email-advt[interactable]: E-mail:advt@dharitri.com (1032, 2218, 1220, 2233)
pachisha-item: • କଟକରେ ନୂଆ ଶିଳ୍ପ ସ୍ଥାପନ ପାଇଁ ପଦକ୍ଷେପ । (8, 1374, 217, 1388)
solution-cell: 6 (121, 2022, 134, 2035)
ama-samasya-title: ଆମ ସମସ୍ୟା (570, 1914, 695, 1942)
solution-cell: 1 (181, 1947, 194, 1960)
badaguda-sign: ହେମନ୍ତ କୁମାର ସାହୁ, ବଡଗୁଡା, କନାସ, ପୁରୀ (324, 2176, 496, 2188)
solution-cell: 3 (151, 1947, 164, 1960)
sudoku-brand: su|do|ku (8, 1548, 86, 1567)
solution-cell: 6 (106, 1977, 119, 1990)
sudoku-cell[interactable] (84, 1883, 110, 1918)
capital-headline: କ୍ୟାପିଟାଲ ହସ୍ପିଟାଲରୁ ଗାଡ଼ି ଚୋରି (257, 1906, 491, 1926)
sudoku-cell[interactable] (5, 1743, 31, 1778)
sudoku-cell[interactable] (162, 1848, 188, 1883)
solution-cell: 3 (166, 2037, 179, 2050)
contact-note1: କେବଳ ସମ୍ପାଦକଙ୍କ ପତ୍ର, ଖବର ପାଇଁ ବ୍ୟବହାର କରନ୍ତୁ : (772, 2142, 1046, 2156)
solution-cell: 9 (226, 1947, 239, 1960)
article-text-end: ଏକ ସୁନ୍ଦର ସକାଳ । ପିଲାମାନେ ପଡ଼ିଆରେ ଖେଳୁଥିଲେ । ହଠାତ୍ ବଲ୍‌ଟି ଗଡ଼ି ଗଡ଼ି ରାସ୍ତା କଡ଼କୁ ଚାଲିଗଲା । ଜଣେ ପିଲା ଡାକିଲା, ଏ ଭାଇ ! ଟିକେ ବଲ୍‌ଟା ଦେଲ । ଏହି ଛୋଟ କଥାଟି ମନରେ ଅନେକ ପୁରୁଣା ସ୍ମୃତି ଜାଗ୍ରତ କରିଦେଲା । ଆମ ପିଲାଦିନରେ ଖେଳର ମଜା ଅଲଗା ଥିଲା । ଆଜିର ପିଲାମାନେ ମୋବାଇଲ ଓ କମ୍ପ୍ୟୁଟରରେ ବ୍ୟସ୍ତ । ପଡ଼ିଆ ଖାଲି ପଡ଼ିରହୁଛି । ଶାରୀରିକ ବ୍ୟାୟାମର ଅଭାବ ଯୋଗୁଁ ଅନେକ ରୋଗ ଦେଖାଦେଉଛି । Your standard is not to talk with me. ଅଭିଭାବକମାନେ ପିଲାଙ୍କୁ ଖେଳିବାକୁ ଉତ୍ସାହିତ କରିବା ଦରକାର । (508, 1001, 748, 1178)
sudoku-cell[interactable] (31, 1883, 57, 1918)
sudoku-cell[interactable] (31, 1743, 57, 1778)
letters-top-rule (252, 1898, 748, 1900)
solution-cell: 9 (181, 2052, 194, 2065)
contact-email-yahoo[interactable]: :miku11@yahoo.com (Use only for advertisements, commercial queries) (882, 2233, 1370, 2247)
vishwa-title-box (758, 686, 1494, 722)
article-headline: ଏ ଭାଇ !ଟିକେ ବଲ୍‌ଟା ଦେଲ (301, 724, 699, 847)
quote-attribution: -ଶ୍ରୀମା (603, 42, 638, 55)
solution-cell: 4 (136, 1947, 149, 1960)
sudoku-cell[interactable] (31, 1778, 57, 1813)
sudoku-cell[interactable]: 1 (215, 1848, 241, 1883)
sudoku-cell[interactable] (136, 1778, 162, 1813)
solution-cell: 7 (151, 2067, 164, 2080)
sudoku-cell[interactable]: 8 (162, 1778, 188, 1813)
sudoku-cell[interactable] (31, 1603, 57, 1638)
sudoku-cell[interactable] (5, 1848, 31, 1883)
poem-line: ପବନ ଦେଇଛ ଉଡାଇ (14, 45, 103, 58)
solution-cell: 9 (121, 1977, 134, 1990)
solution-cell: 7 (181, 2022, 194, 2035)
zilla-diary-headline: ଅପମୃତ୍ୟୁ : ଶାଗୁଣା ଦଳ (33, 829, 213, 851)
solution-cell: 9 (136, 2007, 149, 2020)
khauti-text: କୌଣସି ଦୋକାନ ବଜାର କିମ୍ବା ସେବା ପ୍ରଦାନକାରୀଙ୍କ ଠାରୁ ଖାଉଟି ଠକାମିର ଶିକାର ହେଉଥିଲେ ସେ ଖାଉଟି ଅଦାଲତର ଦ୍ୱାରସ୍ଥ ହୋଇପାରିବେ । ଖାଉଟି ସୁରକ୍ଷା ଆଇନ ୧୯୮୬ ଅନୁଯାୟୀ ପ୍ରତ୍ୟେକ ଖାଉଟିଙ୍କର ଅଧିକାର ସୁରକ୍ଷିତ । ଜିଲ୍ଲା, ରାଜ୍ୟ ଓ ଜାତୀୟ ସ୍ତରରେ ଖାଉଟି ବିବାଦ ସମାଧାନ ଆୟୋଗ ରହିଛି । ଅଭିଯୋଗ ଦାଖଲ ପାଇଁ ଓକିଲଙ୍କ ଆବଶ୍ୟକତା ନାହିଁ । ଖାଉଟି ନିଜେ ଆବେଦନ କରିପାରିବେ । (760, 101, 1492, 148)
solution-cell: 7 (106, 1992, 119, 2005)
solution-cell: 2 (121, 1962, 134, 1975)
solution-cell: 3 (106, 2022, 119, 2035)
sudoku-cell[interactable] (136, 1603, 162, 1638)
deity-image (188, 772, 238, 820)
sudoku-cell[interactable] (57, 1813, 83, 1848)
sudoku-cell[interactable] (162, 1638, 188, 1673)
sudoku-cell[interactable]: 6 (189, 1883, 215, 1918)
quote-box (252, 4, 748, 70)
sudoku-cell[interactable] (31, 1708, 57, 1743)
sudoku-cell[interactable] (5, 1638, 31, 1673)
sudoku-cell[interactable] (189, 1743, 215, 1778)
ei-bharatare-text: ସମୟକ୍ରମ ହେଉଛି ଏକ ନିରନ୍ତର ପ୍ରକ୍ରିୟା । ପ୍ରତିଦିନ ସମାଜରେ ନୂଆ ଘଟଣା ଘଟୁଛି । ଲୋକମାନେ ବିଭିନ୍ନ ପରିସ୍ଥିତିର ସମ୍ମୁଖୀନ ହେଉଛନ୍ତି । ସାଧାରଣ ଜନତା ଏହି ସମସ୍ୟାର ସମାଧାନ ପାଇଁ ଅପେକ୍ଷା କରିଛନ୍ତି । ସରକାରୀ ଯୋଜନାର ଲାଭ ଗ୍ରାମାଞ୍ଚଳରେ ପହଞ୍ଚୁ ନାହିଁ ବୋଲି ଅଭିଯୋଗ ହେଉଛି । (7, 221, 239, 317)
solution-cell: 2 (196, 2037, 209, 2050)
sudoku-cell[interactable]: 1 (189, 1778, 215, 1813)
sudoku-cell[interactable] (136, 1883, 162, 1918)
zilla-diary-author: -ଶିବ ନନ୍ଦ (164, 1177, 212, 1192)
solution-cell: 7 (166, 1977, 179, 1990)
sudoku-cell[interactable]: 8 (110, 1603, 136, 1638)
